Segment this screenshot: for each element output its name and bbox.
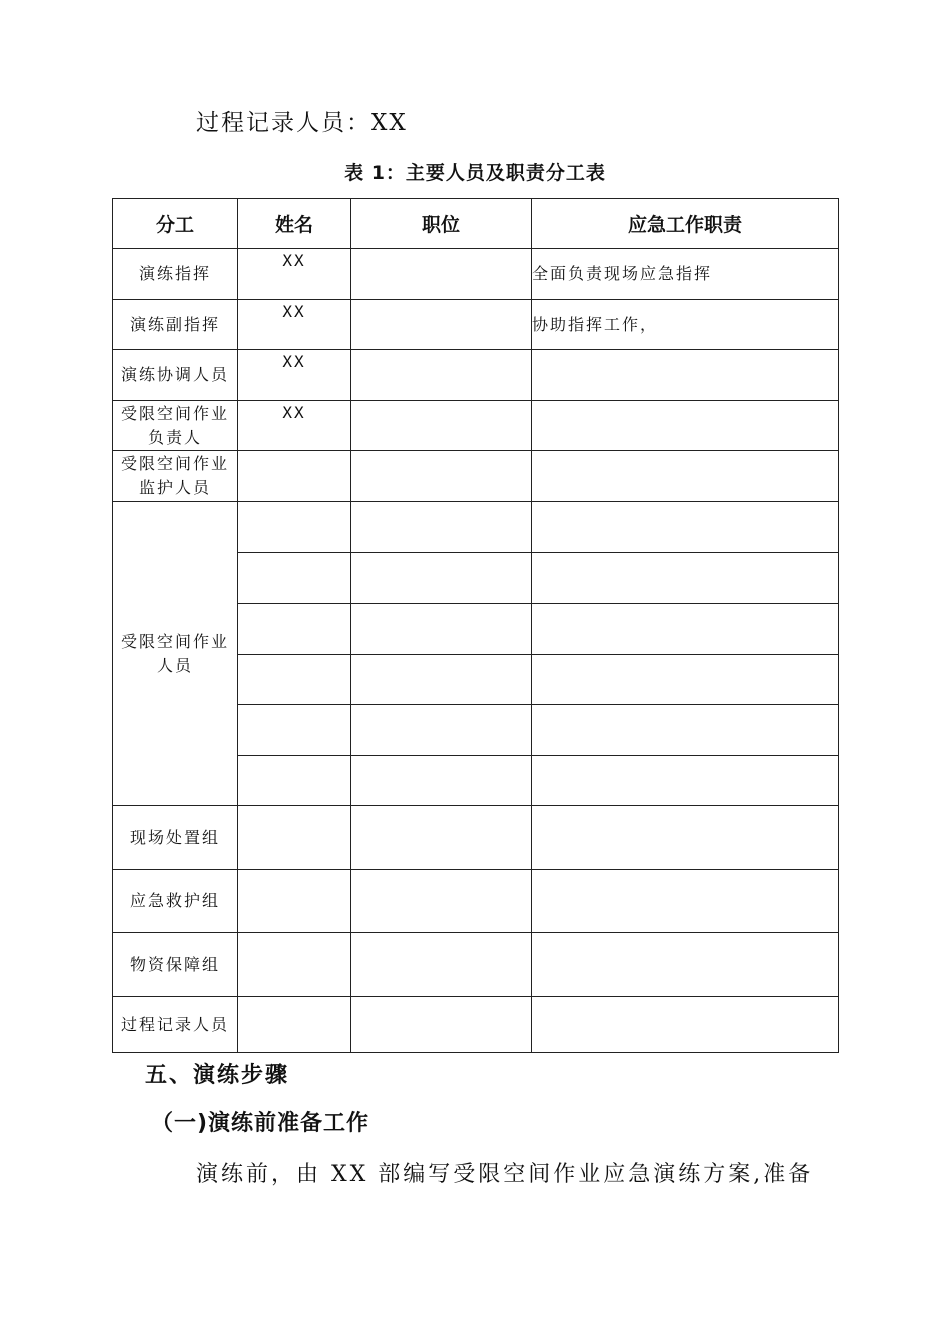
position-cell (351, 655, 532, 705)
position-cell (351, 249, 532, 300)
duty-cell (532, 705, 839, 756)
position-cell (351, 300, 532, 350)
name-cell: XX (238, 300, 351, 350)
recorder-line: 过程记录人员：XX (196, 110, 408, 136)
role-cell: 应急救护组 (113, 870, 238, 933)
role-cell: 演练副指挥 (113, 300, 238, 350)
name-cell: XX (238, 350, 351, 401)
position-cell (351, 756, 532, 806)
section-heading: 五、演练步骤 (145, 1063, 290, 1088)
position-cell (351, 933, 532, 997)
name-cell (238, 604, 351, 655)
role-cell: 现场处置组 (113, 806, 238, 870)
position-cell (351, 604, 532, 655)
position-cell (351, 350, 532, 401)
name-cell (238, 870, 351, 933)
position-cell (351, 997, 532, 1053)
name-cell: XX (238, 401, 351, 451)
role-cell: 物资保障组 (113, 933, 238, 997)
position-cell (351, 870, 532, 933)
role-cell: 受限空间作业监护人员 (113, 451, 238, 502)
table-row (113, 350, 839, 401)
name-cell (238, 705, 351, 756)
name-cell: XX (238, 249, 351, 300)
duty-cell (532, 756, 839, 806)
table-row (113, 933, 839, 997)
role-cell: 过程记录人员 (113, 997, 238, 1053)
duty-cell (532, 553, 839, 604)
table-row (113, 502, 839, 553)
position-cell (351, 502, 532, 553)
table-row (113, 300, 839, 350)
table-row (113, 806, 839, 870)
role-cell: 演练指挥 (113, 249, 238, 300)
table-row (113, 870, 839, 933)
name-cell (238, 502, 351, 553)
position-cell (351, 553, 532, 604)
duty-cell (532, 933, 839, 997)
duty-cell: 全面负责现场应急指挥 (532, 249, 839, 300)
name-cell (238, 806, 351, 870)
duty-cell: 协助指挥工作， (532, 300, 839, 350)
table-caption: 表 1：主要人员及职责分工表 (344, 162, 606, 184)
duty-cell (532, 502, 839, 553)
position-cell (351, 401, 532, 451)
duty-cell (532, 350, 839, 401)
name-cell (238, 997, 351, 1053)
name-cell (238, 553, 351, 604)
position-cell (351, 806, 532, 870)
name-cell (238, 756, 351, 806)
body-paragraph: 演练前，由 XX 部编写受限空间作业应急演练方案,准备 (196, 1162, 814, 1187)
role-cell: 受限空间作业负责人 (113, 401, 238, 451)
table-row (113, 997, 839, 1053)
position-cell (351, 705, 532, 756)
name-cell (238, 933, 351, 997)
duty-cell (532, 451, 839, 502)
position-cell (351, 451, 532, 502)
header-name: 姓名 (238, 199, 351, 249)
role-cell: 演练协调人员 (113, 350, 238, 401)
table-header-row (113, 199, 839, 249)
table-row (113, 451, 839, 502)
name-cell (238, 655, 351, 705)
duty-cell (532, 870, 839, 933)
role-cell: 受限空间作业人员 (113, 502, 238, 806)
duty-cell (532, 604, 839, 655)
table-row (113, 401, 839, 451)
subsection-heading: （一)演练前准备工作 (151, 1111, 370, 1136)
duty-cell (532, 806, 839, 870)
name-cell (238, 451, 351, 502)
duty-cell (532, 997, 839, 1053)
header-duty: 应急工作职责 (532, 199, 839, 249)
duty-cell (532, 655, 839, 705)
header-division: 分工 (113, 199, 238, 249)
duty-cell (532, 401, 839, 451)
header-position: 职位 (351, 199, 532, 249)
roles-table (112, 198, 839, 1053)
table-row (113, 249, 839, 300)
